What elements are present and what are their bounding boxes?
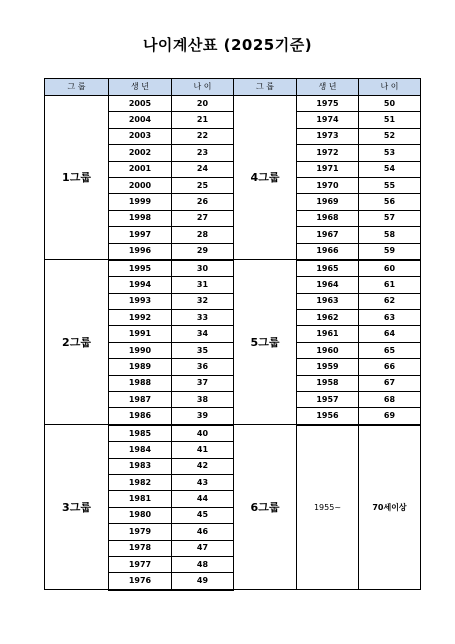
header-group-left: 그 룹 [45, 79, 109, 96]
age-cell: 57 [359, 210, 421, 226]
age-cell: 58 [359, 227, 421, 243]
birth-year-cell: 1980 [109, 507, 172, 523]
age-merged-cell: 70세이상 [359, 425, 421, 590]
birth-year-cell: 1957 [297, 392, 359, 408]
birth-year-cell: 1988 [109, 375, 172, 391]
age-cell: 28 [172, 227, 234, 243]
age-cell: 47 [172, 540, 234, 556]
birth-year-cell: 1970 [297, 177, 359, 193]
age-cell: 48 [172, 556, 234, 572]
age-cell: 45 [172, 507, 234, 523]
birth-year-cell: 1993 [109, 293, 172, 309]
age-cell: 31 [172, 277, 234, 293]
birth-year-cell: 1976 [109, 573, 172, 590]
age-cell: 59 [359, 243, 421, 260]
age-cell: 30 [172, 260, 234, 277]
table-row [45, 96, 421, 112]
age-cell: 21 [172, 112, 234, 128]
birth-year-cell: 1997 [109, 227, 172, 243]
age-cell: 54 [359, 161, 421, 177]
age-cell: 52 [359, 128, 421, 144]
header-birth-year-right: 생 년 [297, 79, 359, 96]
birth-year-cell: 1992 [109, 310, 172, 326]
group-label: 2그룹 [45, 260, 109, 425]
birth-year-cell: 1982 [109, 474, 172, 490]
birth-year-cell: 1960 [297, 342, 359, 358]
age-cell: 27 [172, 210, 234, 226]
age-cell: 34 [172, 326, 234, 342]
birth-year-cell: 1968 [297, 210, 359, 226]
birth-year-cell: 1977 [109, 556, 172, 572]
age-cell: 53 [359, 145, 421, 161]
birth-year-cell: 1985 [109, 425, 172, 442]
age-cell: 24 [172, 161, 234, 177]
age-cell: 49 [172, 573, 234, 590]
age-cell: 42 [172, 458, 234, 474]
birth-year-cell: 1973 [297, 128, 359, 144]
birth-year-cell: 1981 [109, 491, 172, 507]
header-row [45, 79, 421, 96]
birth-year-cell: 1975 [297, 96, 359, 112]
age-cell: 37 [172, 375, 234, 391]
birth-year-cell: 1989 [109, 359, 172, 375]
age-cell: 23 [172, 145, 234, 161]
birth-year-cell: 1971 [297, 161, 359, 177]
birth-year-cell: 1986 [109, 408, 172, 425]
age-cell: 38 [172, 392, 234, 408]
age-cell: 68 [359, 392, 421, 408]
age-cell: 61 [359, 277, 421, 293]
birth-year-cell: 1996 [109, 243, 172, 260]
table-row [45, 425, 421, 442]
age-cell: 69 [359, 408, 421, 425]
age-cell: 46 [172, 524, 234, 540]
age-cell: 36 [172, 359, 234, 375]
age-cell: 25 [172, 177, 234, 193]
birth-year-cell: 1961 [297, 326, 359, 342]
birth-year-cell: 1956 [297, 408, 359, 425]
birth-year-cell: 1962 [297, 310, 359, 326]
age-cell: 67 [359, 375, 421, 391]
age-cell: 39 [172, 408, 234, 425]
group-label: 1그룹 [45, 96, 109, 260]
age-cell: 56 [359, 194, 421, 210]
birth-year-cell: 2000 [109, 177, 172, 193]
age-cell: 66 [359, 359, 421, 375]
age-cell: 41 [172, 442, 234, 458]
birth-year-cell: 1958 [297, 375, 359, 391]
birth-year-cell: 2003 [109, 128, 172, 144]
header-age-left: 나 이 [172, 79, 234, 96]
age-cell: 65 [359, 342, 421, 358]
birth-year-cell: 1974 [297, 112, 359, 128]
group-label: 4그룹 [234, 96, 297, 260]
age-cell: 43 [172, 474, 234, 490]
birth-year-cell: 1978 [109, 540, 172, 556]
age-cell: 60 [359, 260, 421, 277]
group-label: 5그룹 [234, 260, 297, 425]
age-cell: 62 [359, 293, 421, 309]
age-cell: 26 [172, 194, 234, 210]
header-group-right: 그 룹 [234, 79, 297, 96]
age-table [44, 78, 421, 591]
birth-year-cell: 1987 [109, 392, 172, 408]
age-cell: 44 [172, 491, 234, 507]
age-cell: 32 [172, 293, 234, 309]
header-birth-year-left: 생 년 [109, 79, 172, 96]
birth-year-cell: 1998 [109, 210, 172, 226]
age-cell: 50 [359, 96, 421, 112]
birth-year-cell: 2005 [109, 96, 172, 112]
group-label: 6그룹 [234, 425, 297, 590]
birth-year-cell: 1995 [109, 260, 172, 277]
birth-year-cell: 1991 [109, 326, 172, 342]
age-cell: 22 [172, 128, 234, 144]
birth-year-cell: 2004 [109, 112, 172, 128]
birth-year-cell: 1999 [109, 194, 172, 210]
birth-year-cell: 2001 [109, 161, 172, 177]
header-age-right: 나 이 [359, 79, 421, 96]
birth-year-cell: 1966 [297, 243, 359, 260]
group-label: 3그룹 [45, 425, 109, 590]
age-cell: 55 [359, 177, 421, 193]
age-cell: 20 [172, 96, 234, 112]
birth-year-cell: 1967 [297, 227, 359, 243]
birth-year-cell: 1994 [109, 277, 172, 293]
page-title: 나이계산표 (2025기준) [142, 36, 313, 54]
birth-year-cell: 1959 [297, 359, 359, 375]
birth-year-cell: 1969 [297, 194, 359, 210]
birth-year-cell: 1983 [109, 458, 172, 474]
birth-year-cell: 1964 [297, 277, 359, 293]
table-row [45, 260, 421, 277]
birth-year-cell: 1963 [297, 293, 359, 309]
birth-year-cell: 2002 [109, 145, 172, 161]
birth-year-cell: 1965 [297, 260, 359, 277]
birth-year-cell: 1979 [109, 524, 172, 540]
age-cell: 29 [172, 243, 234, 260]
birth-year-cell: 1972 [297, 145, 359, 161]
age-cell: 35 [172, 342, 234, 358]
age-cell: 63 [359, 310, 421, 326]
birth-year-cell: 1984 [109, 442, 172, 458]
age-cell: 51 [359, 112, 421, 128]
age-cell: 40 [172, 425, 234, 442]
birth-year-cell: 1990 [109, 342, 172, 358]
age-cell: 33 [172, 310, 234, 326]
age-cell: 64 [359, 326, 421, 342]
birth-year-merged-cell: 1955~ [297, 425, 359, 590]
